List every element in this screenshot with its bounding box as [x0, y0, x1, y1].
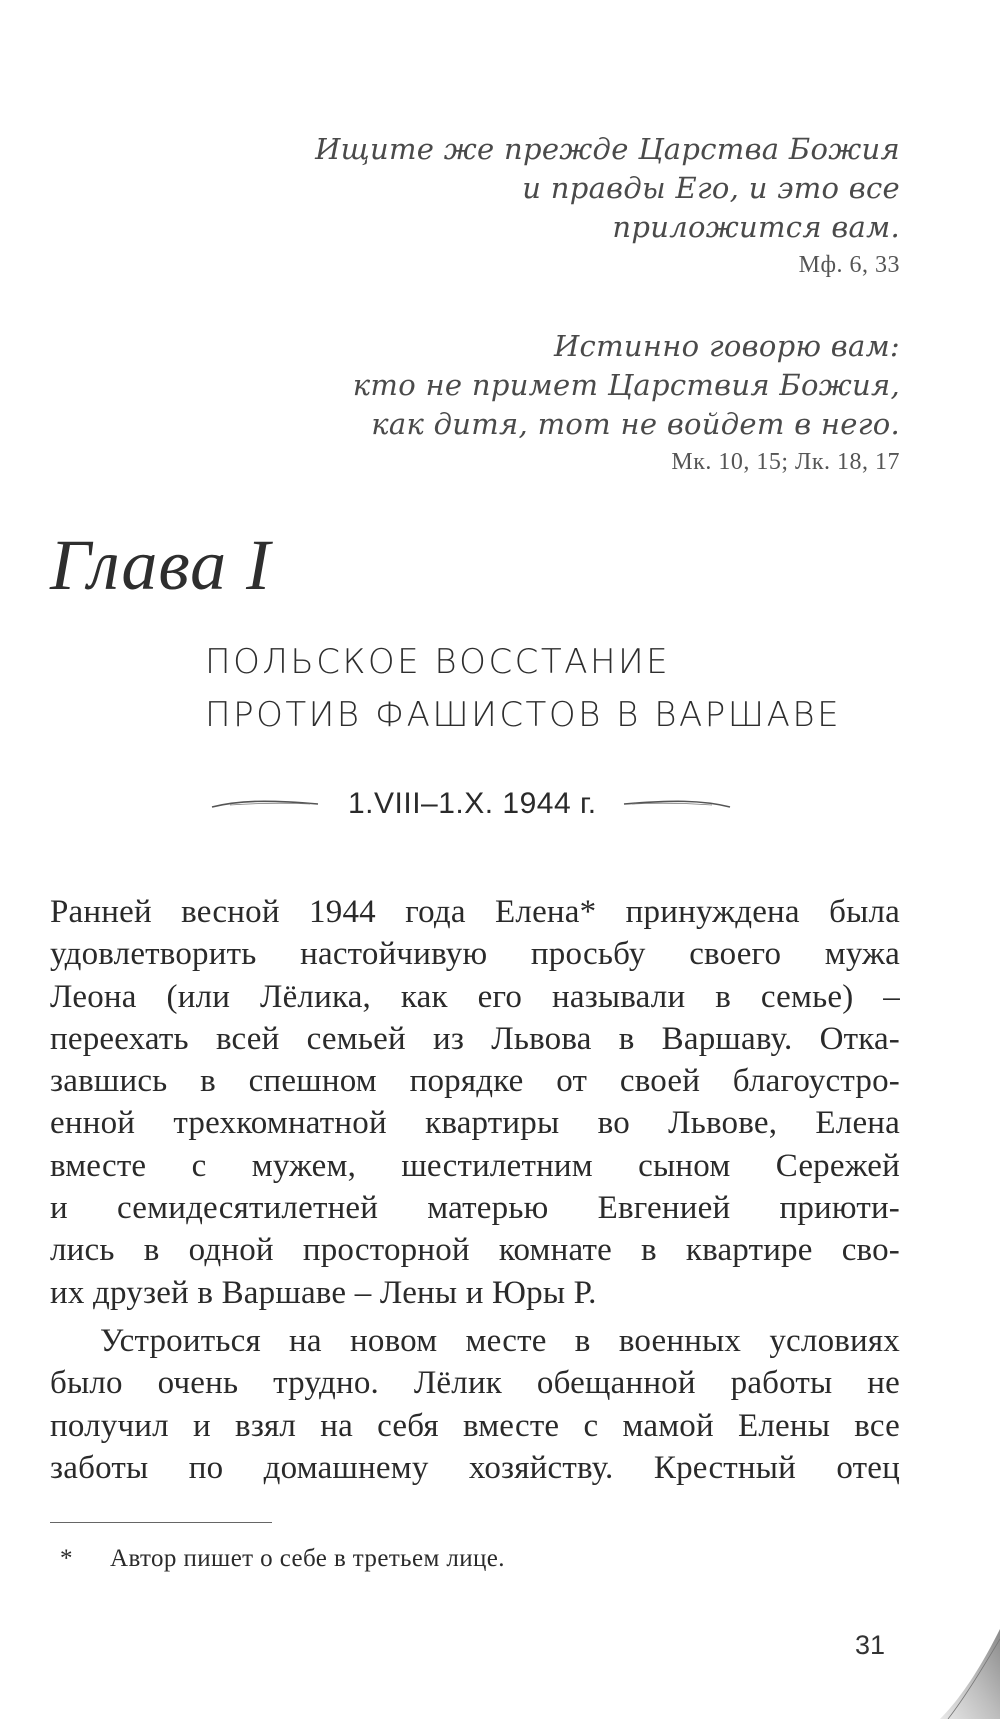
epigraph-line: Ищите же прежде Царства Божия: [315, 132, 900, 166]
chapter-subtitle-line: ПОЛЬСКОЕ ВОССТАНИЕ: [205, 642, 671, 682]
text-line: получил и взял на себя вместе с мамой Елены все: [50, 1407, 900, 1444]
text-line: было очень трудно. Лёлик обещанной работы не: [50, 1365, 900, 1402]
text-line: лись в одной просторной комнате в квартире сво-: [50, 1232, 900, 1269]
epigraph-line: и правды Его, и это все: [522, 171, 900, 205]
text-line: переехать всей семьей из Львова в Варшаву. Отка-: [50, 1020, 900, 1057]
footnote: [60, 1541, 505, 1577]
chapter-date-row: [210, 785, 730, 825]
epigraph-line: как дитя, тот не войдет в него.: [371, 407, 900, 441]
chapter-subtitle-line: ПРОТИВ ФАШИСТОВ В ВАРШАВЕ: [205, 695, 842, 735]
left-swash-ornament: [210, 798, 320, 812]
text-line: удовлетворить настойчивую просьбу своего мужа: [50, 936, 900, 973]
chapter-title: Глава I: [50, 525, 272, 605]
chapter-date: 1.VIII–1.X. 1944 г.: [348, 787, 597, 820]
epigraph: [140, 130, 900, 283]
page-number: 31: [855, 1630, 886, 1660]
epigraph-reference: Мф. 6, 33: [798, 252, 900, 278]
footnote-mark: *: [60, 1545, 73, 1572]
epigraph-line: Истинно говорю вам:: [553, 329, 900, 363]
body-text: [50, 891, 900, 1489]
text-line: и семидесятилетней матерью Евгенией приюти-: [50, 1190, 900, 1227]
epigraph-reference: Мк. 10, 15; Лк. 18, 17: [671, 449, 900, 475]
text-line: Устроиться на новом месте в военных условиях: [100, 1322, 900, 1359]
text-line: завшись в спешном порядке от своей благоустро-: [50, 1063, 900, 1100]
text-line: Леона (или Лёлика, как его называли в семье) –: [50, 978, 900, 1015]
text-line: вместе с мужем, шестилетним сыном Сережей: [50, 1147, 900, 1184]
right-swash-ornament: [622, 798, 732, 812]
text-line: заботы по домашнему хозяйству. Крестный отец: [50, 1449, 900, 1486]
text-line: Ранней весной 1944 года Елена* принуждена была: [50, 894, 900, 930]
page-curl-corner: [920, 1629, 1000, 1719]
epigraph-line: кто не примет Царствия Божия,: [352, 368, 900, 402]
text-line: их друзей в Варшаве – Лены и Юры Р.: [50, 1274, 597, 1311]
footnote-text: Автор пишет о себе в третьем лице.: [110, 1545, 505, 1572]
footnote-divider: [50, 1522, 272, 1523]
text-line: енной трехкомнатной квартиры во Львове, Елена: [50, 1105, 900, 1142]
epigraph: [140, 327, 900, 480]
epigraph-line: приложится вам.: [612, 210, 900, 244]
chapter-subtitle: [205, 636, 841, 742]
